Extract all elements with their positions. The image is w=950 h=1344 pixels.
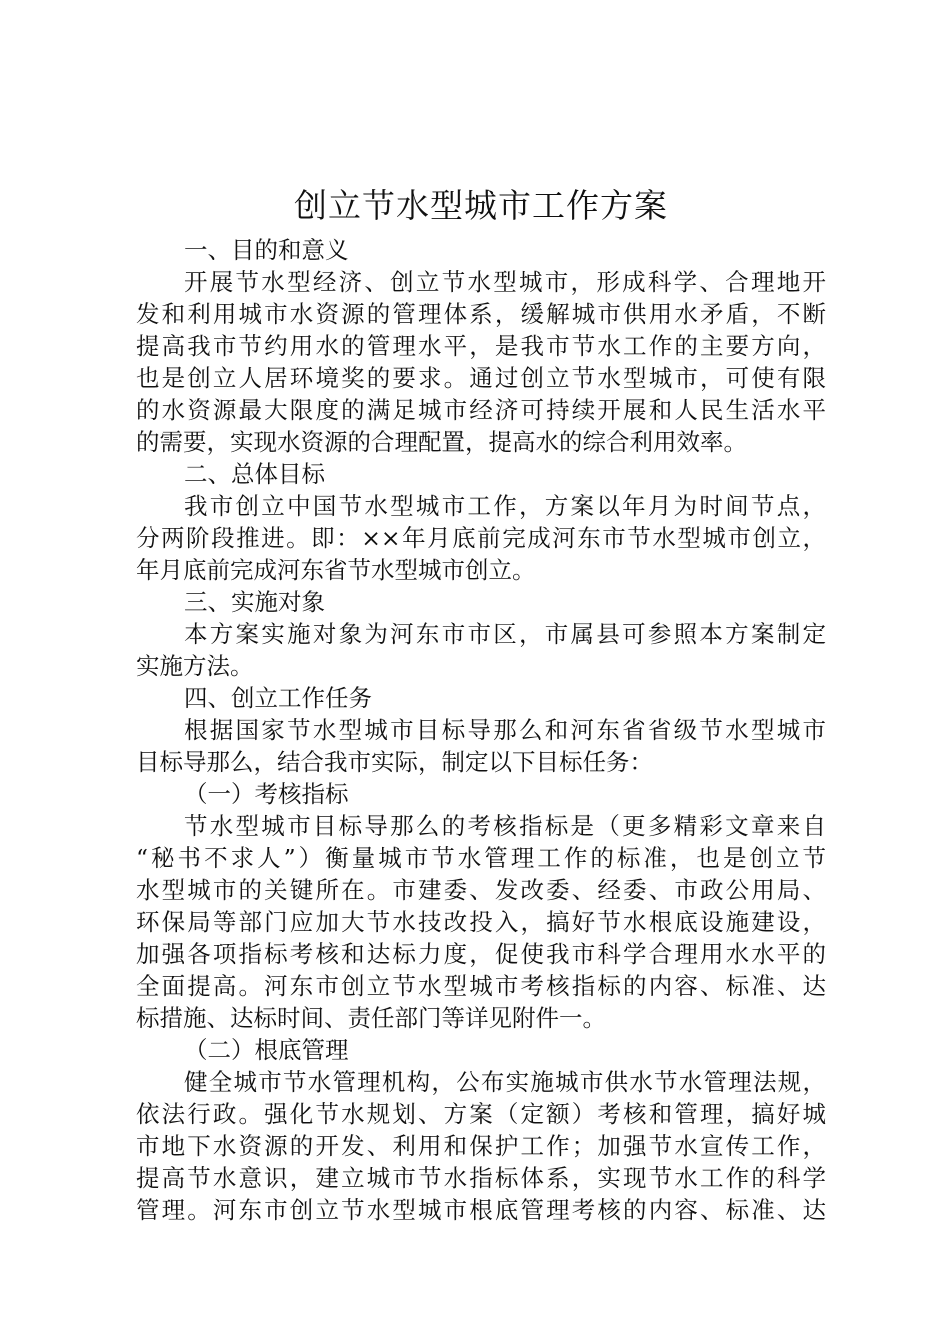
text-line: 管理。河东市创立节水型城市根底管理考核的内容、标准、达 [136, 1196, 826, 1224]
document-body [136, 234, 826, 1226]
text-line: 加强各项指标考核和达标力度，促使我市科学合理用水水平的 [136, 940, 826, 968]
document-page [136, 178, 826, 1226]
text-line: （一）考核指标 [184, 780, 349, 808]
text-line: 四、创立工作任务 [184, 684, 372, 712]
text-line: 根据国家节水型城市目标导那么和河东省省级节水型城市 [184, 716, 826, 744]
text-line: 健全城市节水管理机构，公布实施城市供水节水管理法规， [184, 1068, 826, 1096]
text-line: 年月底前完成河东省节水型城市创立。 [136, 556, 536, 584]
text-line: 的需要，实现水资源的合理配置，提高水的综合利用效率。 [136, 428, 747, 456]
text-line: 三、实施对象 [184, 588, 325, 616]
text-line: 开展节水型经济、创立节水型城市，形成科学、合理地开 [184, 268, 826, 296]
text-line: 全面提高。河东市创立节水型城市考核指标的内容、标准、达 [136, 972, 826, 1000]
text-line: 水型城市的关键所在。市建委、发改委、经委、市政公用局、 [136, 876, 826, 904]
text-line: 依法行政。强化节水规划、方案（定额）考核和管理，搞好城 [136, 1100, 826, 1128]
text-line: 二、总体目标 [184, 460, 325, 488]
text-line: （二）根底管理 [184, 1036, 349, 1064]
text-line: 环保局等部门应加大节水技改投入，搞好节水根底设施建设， [136, 908, 826, 936]
text-line: 一、目的和意义 [184, 236, 349, 264]
text-line: 本方案实施对象为河东市市区，市属县可参照本方案制定 [184, 620, 826, 648]
text-line: 实施方法。 [136, 652, 254, 680]
text-line: 标措施、达标时间、责任部门等详见附件一。 [136, 1004, 606, 1032]
text-line: 我市创立中国节水型城市工作，方案以年月为时间节点， [184, 492, 826, 520]
text-line: 发和利用城市水资源的管理体系，缓解城市供用水矛盾，不断 [136, 300, 826, 328]
text-line: 市地下水资源的开发、利用和保护工作；加强节水宣传工作， [136, 1132, 826, 1160]
text-line: 目标导那么，结合我市实际，制定以下目标任务： [136, 748, 653, 776]
text-line: 提高我市节约用水的管理水平，是我市节水工作的主要方向， [136, 332, 826, 360]
text-line: 也是创立人居环境奖的要求。通过创立节水型城市，可使有限 [136, 364, 826, 392]
text-line: 的水资源最大限度的满足城市经济可持续开展和人民生活水平 [136, 396, 826, 424]
text-line: 提高节水意识，建立城市节水指标体系，实现节水工作的科学 [136, 1164, 826, 1192]
text-line: 节水型城市目标导那么的考核指标是（更多精彩文章来自 [184, 812, 826, 840]
text-line: “秘书不求人”）衡量城市节水管理工作的标准，也是创立节 [136, 844, 826, 872]
text-line: 分两阶段推进。即：××年月底前完成河东市节水型城市创立， [136, 524, 826, 552]
document-title: 创立节水型城市工作方案 [294, 186, 668, 225]
